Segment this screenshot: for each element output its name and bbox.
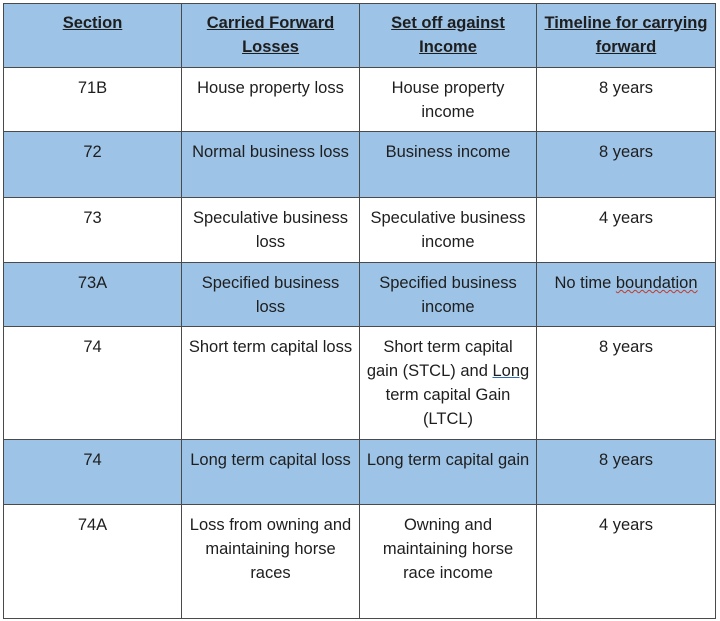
cell-loss: Loss from owning and maintaining horse races: [182, 505, 360, 619]
cell-timeline: 8 years: [537, 68, 716, 132]
table-row: [4, 505, 716, 619]
cell-setoff: Long term capital gain: [360, 440, 537, 505]
cell-loss: Long term capital loss: [182, 440, 360, 505]
table-row: [4, 68, 716, 132]
table-row: [4, 327, 716, 440]
header-section: Section: [4, 4, 182, 68]
setoff-part-1: Short term capital gain (STCL) and: [366, 338, 513, 380]
header-carried-forward-losses: Carried Forward Losses: [182, 4, 360, 68]
cell-setoff: Speculative business income: [360, 198, 537, 263]
table-row: [4, 263, 716, 327]
cell-timeline: 8 years: [537, 327, 716, 440]
cell-loss: Normal business loss: [182, 132, 360, 198]
cell-section: 72: [4, 132, 182, 198]
setoff-part-2: term capital Gain (LTCL): [385, 386, 511, 428]
spellcheck-underlined-word: boundation: [615, 274, 698, 292]
table-row: [4, 132, 716, 198]
cell-section: 73: [4, 198, 182, 263]
header-timeline: Timeline for carrying forward: [537, 4, 716, 68]
cell-section: 74: [4, 440, 182, 505]
cell-loss: House property loss: [182, 68, 360, 132]
loss-carry-forward-table: [3, 3, 716, 619]
timeline-prefix: No time: [554, 274, 616, 292]
cell-section: 73A: [4, 263, 182, 327]
cell-section: 71B: [4, 68, 182, 132]
cell-loss: Short term capital loss: [182, 327, 360, 440]
cell-timeline: 4 years: [537, 505, 716, 619]
cell-setoff: House property income: [360, 68, 537, 132]
cell-loss: Speculative business loss: [182, 198, 360, 263]
cell-timeline: [537, 263, 716, 327]
cell-timeline: 8 years: [537, 440, 716, 505]
cell-setoff: Specified business income: [360, 263, 537, 327]
cell-section: 74: [4, 327, 182, 440]
cell-setoff: Owning and maintaining horse race income: [360, 505, 537, 619]
cell-setoff: Business income: [360, 132, 537, 198]
table-row: [4, 198, 716, 263]
header-set-off-against-income: Set off against Income: [360, 4, 537, 68]
header-row: [4, 4, 716, 68]
cell-section: 74A: [4, 505, 182, 619]
cell-setoff: [360, 327, 537, 440]
grammar-underlined-word: Long: [492, 362, 530, 380]
cell-loss: Specified business loss: [182, 263, 360, 327]
cell-timeline: 4 years: [537, 198, 716, 263]
table-row: [4, 440, 716, 505]
cell-timeline: 8 years: [537, 132, 716, 198]
